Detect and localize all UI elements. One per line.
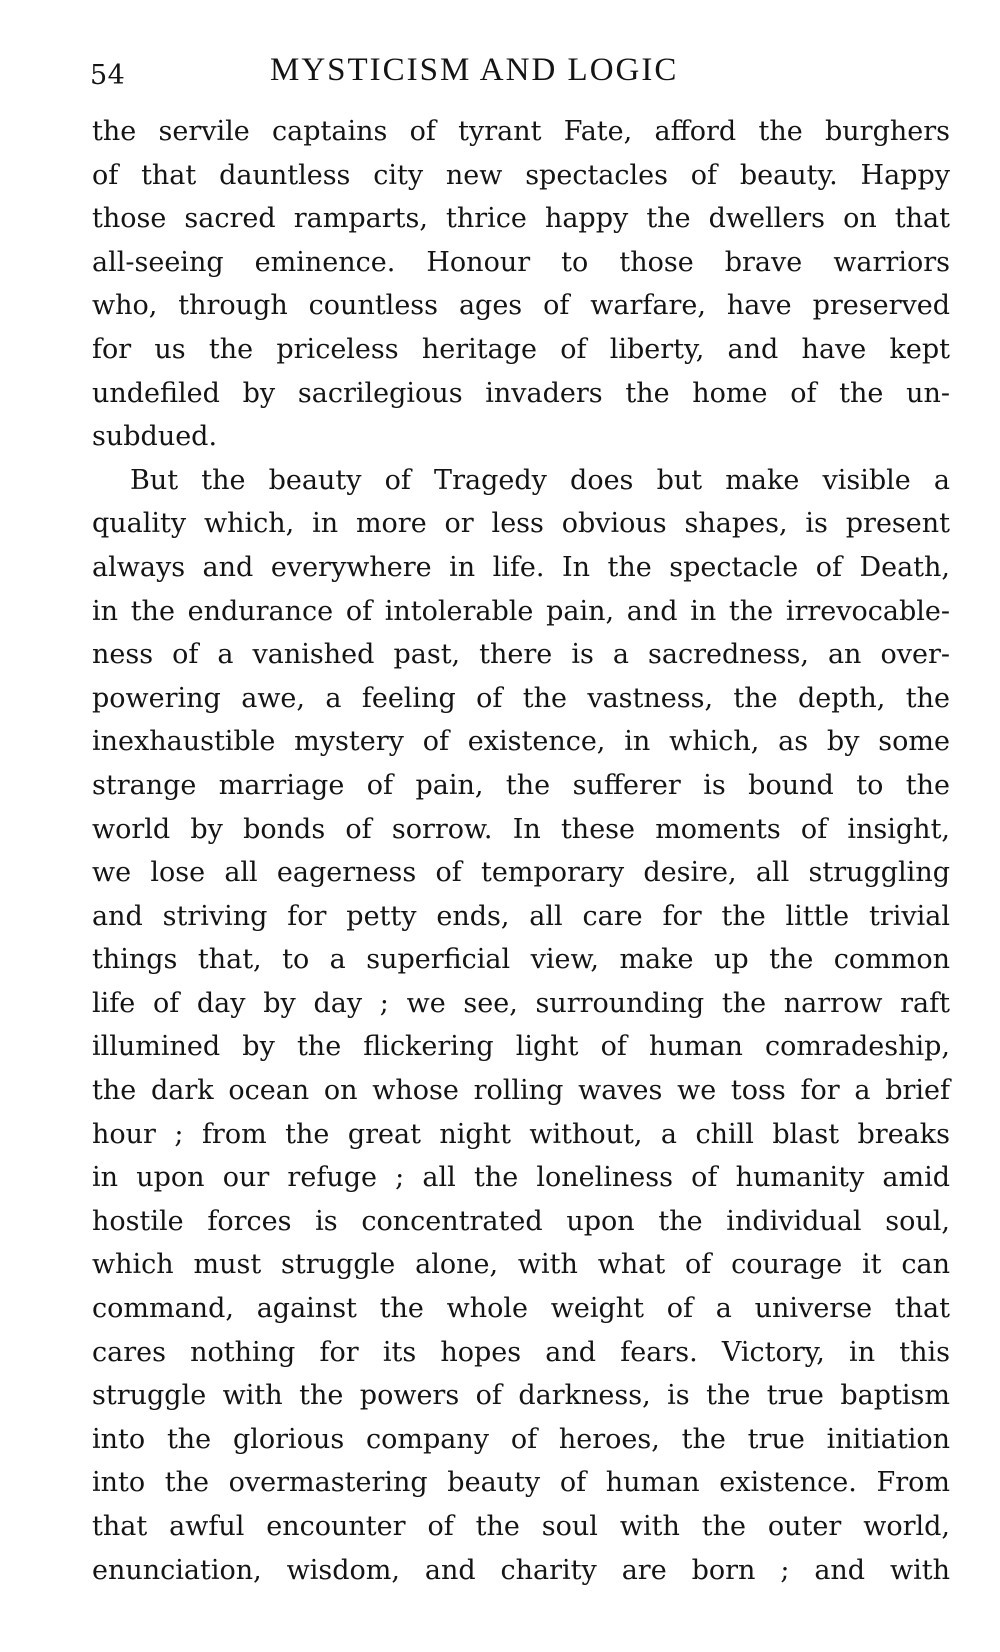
text-line: enunciation, wisdom, and charity are born ; and with	[92, 1554, 950, 1586]
text-line: the servile captains of tyrant Fate, afford the burghers	[92, 116, 950, 147]
body-text	[92, 110, 950, 1592]
text-line: that awful encounter of the soul with the outer world,	[92, 1511, 950, 1542]
text-line: in upon our refuge ; all the loneliness of humanity amid	[92, 1162, 950, 1194]
text-line: inexhaustible mystery of existence, in which, as by some	[92, 726, 950, 758]
text-line: ness of a vanished past, there is a sacredness, an over-	[92, 639, 950, 671]
text-line: hour ; from the great night without, a chill blast breaks	[92, 1118, 950, 1150]
text-line: the dark ocean on whose rolling waves we toss for a brief	[92, 1075, 950, 1107]
text-line: strange marriage of pain, the sufferer is bound to the	[92, 769, 950, 801]
text-line: quality which, in more or less obvious shapes, is present	[92, 508, 950, 540]
running-head	[90, 52, 950, 96]
text-line: into the overmastering beauty of human existence. From	[92, 1467, 950, 1499]
text-line: cares nothing for its hopes and fears. Victory, in this	[92, 1336, 950, 1368]
text-line: struggle with the powers of darkness, is the true baptism	[92, 1380, 950, 1412]
text-line: things that, to a superficial view, make up the common	[92, 944, 950, 976]
text-line: subdued.	[92, 421, 218, 453]
text-line: of that dauntless city new spectacles of beauty. Happy	[92, 159, 950, 191]
text-line: we lose all eagerness of temporary desire, all struggling	[92, 857, 950, 889]
text-line: life of day by day ; we see, surrounding the narrow raft	[92, 987, 950, 1019]
text-line: in the endurance of intolerable pain, and in the irrevocable-	[92, 595, 950, 627]
text-line: those sacred ramparts, thrice happy the dwellers on that	[92, 203, 950, 235]
text-line: undefiled by sacrilegious invaders the home of the un-	[92, 377, 950, 409]
paragraph-start-line: But the beauty of Tragedy does but make visible a	[130, 464, 950, 496]
text-line: which must struggle alone, with what of courage it can	[92, 1249, 950, 1281]
text-line: always and everywhere in life. In the spectacle of Death,	[92, 551, 950, 583]
text-line: powering awe, a feeling of the vastness, the depth, the	[92, 682, 950, 714]
running-title: MYSTICISM AND LOGIC	[270, 52, 679, 88]
text-line: and striving for petty ends, all care for the little trivial	[92, 900, 950, 932]
text-line: who, through countless ages of warfare, have preserved	[92, 290, 950, 322]
page-number: 54	[90, 60, 126, 91]
text-line: command, against the whole weight of a universe that	[92, 1293, 950, 1325]
text-line: illumined by the flickering light of human comradeship,	[92, 1031, 950, 1063]
text-line: hostile forces is concentrated upon the individual soul,	[92, 1205, 950, 1237]
text-line: all-seeing eminence. Honour to those brave warriors	[92, 246, 950, 278]
text-line: for us the priceless heritage of liberty, and have kept	[92, 333, 950, 365]
text-line: into the glorious company of heroes, the true initiation	[92, 1423, 950, 1455]
text-line: world by bonds of sorrow. In these moments of insight,	[92, 813, 950, 845]
